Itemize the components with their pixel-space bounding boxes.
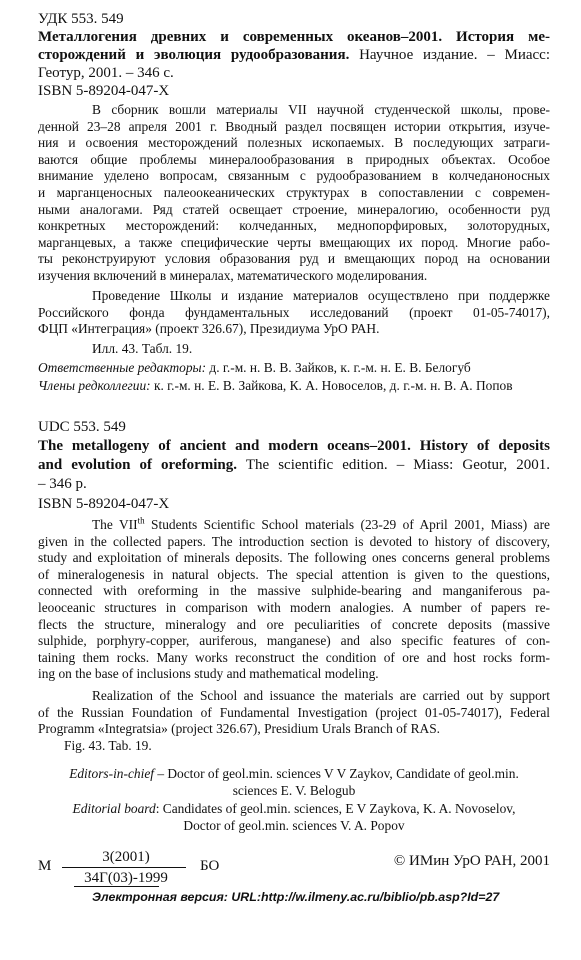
en-board-cont: Doctor of geol.min. sciences V. A. Popov (183, 818, 405, 833)
ru-title-rest: Научное издание. – Миасс: (349, 47, 550, 63)
en-support-line: Programm «Integratsia» (project 326.67), Presidium Urals Branch of RAS. (38, 721, 441, 737)
ru-support-line: Российского фонда фундаментальных исследований (проект 01-05-74017), (38, 304, 550, 320)
ru-title-line-1: Металлогения древних и современных океанов–2001. История ме- (38, 29, 550, 45)
en-figures: Fig. 43. Tab. 19. (64, 738, 152, 753)
en-abstract-line: taining them rocks. Many works reconstruct the condition of ore and host rocks form- (38, 649, 550, 665)
en-title-rest: The scientific edition. – Miass: Geotur, 2001. (237, 457, 550, 473)
en-board-label: Editorial board (72, 801, 156, 816)
ru-title-bold: сторождений и эволюция рудообразования. (38, 47, 350, 63)
ru-abstract-line: марганцевых, а также специфические черты вмещающих их пород. Многие рабо- (38, 234, 550, 250)
en-abstract-line: sulphide, porphyry-copper, auriferous, manganese) and also specific features of con- (38, 633, 550, 649)
imprint-m: М (38, 858, 52, 874)
ru-abstract-line: ты реконструируют условия образования руд и вмещающих пород на основании (38, 251, 550, 267)
imprint-bo: БО (200, 858, 220, 874)
en-abstract-superscript: th (137, 515, 145, 526)
en-abstract-line: leooceanic structures in comparison with modern analogies. A number of papers re- (38, 600, 550, 615)
ru-board-names: к. г.-м. н. Е. В. Зайкова, К. А. Новоселов, д. г.-м. н. В. А. Попов (150, 378, 513, 393)
ru-abstract-line: В сборник вошли материалы VII научной студенческой школы, прове- (92, 102, 550, 117)
electronic-version-note (92, 890, 499, 904)
en-udc: UDC 553. 549 (38, 419, 126, 435)
imprint-copyright: © ИМин УрО РАН, 2001 (393, 853, 550, 869)
ru-illustrations: Илл. 43. Табл. 19. (92, 341, 193, 356)
imprint-numerator: 3(2001) (102, 849, 150, 865)
ru-editorial-board (38, 378, 550, 395)
en-title-line-1: The metallogeny of ancient and modern oceans–2001. History of deposits (38, 438, 550, 454)
en-title-line-2 (38, 456, 550, 474)
ru-udc: УДК 553. 549 (38, 11, 124, 27)
en-editors-cont: sciences E. V. Belogub (232, 783, 356, 798)
ru-abstract-line: внимание уделено вопросам, связанным с рудообразованием в колчеданоносных (38, 168, 550, 184)
ru-abstract-line: ными аналогами. Ряд статей освещает строение, минералогию, особенности руд (38, 201, 550, 217)
en-abstract-line: of mineralogenesis in natural objects. The special attention is given to the questions, (38, 566, 550, 582)
electronic-version-label: Электронная версия: (92, 890, 228, 904)
ru-editors (38, 360, 550, 377)
en-abstract-line (38, 517, 550, 534)
en-abstract-rest: Students Scientific School materials (23-29 of April 2001, Miass) are (144, 517, 551, 532)
ru-abstract-line: ваются общие проблемы минералообразования в природных объектах. Особое (38, 151, 550, 167)
ru-abstract-line: конкретных месторождений: колчеданных, меднопорфировых, золоторудных, (38, 218, 550, 234)
en-editors-names: – Doctor of geol.min. sciences V V Zaykov, Candidate of geol.min. (153, 766, 519, 781)
en-editors (38, 766, 550, 783)
en-abstract-line: connected with oreforming in the massive sulphide-bearing and manganiferous pa- (38, 583, 550, 599)
ru-abstract-line: изучения включений в минералах, математического моделирования. (38, 268, 428, 283)
en-abstract-line: ing on the base of inclusions study and mathematical modeling. (38, 666, 379, 682)
ru-support-line: ФЦП «Интеграция» (проект 326.67), Президиума УрО РАН. (38, 321, 380, 337)
ru-board-label: Члены редколлегии: (38, 378, 151, 393)
imprint-fraction-line (62, 867, 186, 868)
en-support-line: of the Russian Foundation of Fundamental Investigation (project 01-05-74017), Federal (38, 704, 550, 720)
ru-title-line-2 (38, 46, 550, 64)
ru-abstract-line: ния и освоения месторождений полезных ископаемых. В последующих затраги- (38, 135, 550, 151)
imprint-underline (74, 886, 159, 887)
electronic-version-url[interactable]: URL:http://w.ilmeny.ac.ru/biblio/pb.asp?Id=27 (227, 890, 500, 904)
imprint-denominator: 34Г(03)-1999 (84, 870, 168, 886)
en-isbn: ISBN 5-89204-047-X (38, 496, 170, 512)
en-title-line-3: – 346 p. (38, 476, 87, 492)
en-editorial-board (38, 801, 550, 818)
en-abstract-line: study and exploitation of minerals deposits. The following ones concerns general problems (38, 550, 550, 566)
ru-abstract-line: денной 23–28 апреля 2001 г. Вводный раздел посвящен истории открытия, изуче- (38, 118, 550, 134)
ru-isbn: ISBN 5-89204-047-X (38, 83, 170, 99)
ru-abstract-line: и марганценосных палеоокеанических структурах в сопоставлении с современ- (38, 185, 550, 200)
en-abstract-line: flects the structure, mineralogy and ore peculiarities of concrete deposits (massive (38, 616, 550, 632)
en-abstract-start: The VII (92, 517, 138, 532)
en-abstract-line: given in the collected papers. The introduction section is devoted to history of discovery, (38, 533, 550, 549)
en-editors-label: Editors-in-chief (69, 766, 154, 781)
en-title-bold: and evolution of oreforming. (38, 457, 238, 473)
ru-editors-label: Ответственные редакторы: (38, 360, 207, 375)
ru-title-line-3: Геотур, 2001. – 346 с. (38, 65, 174, 81)
en-support-line: Realization of the School and issuance the materials are carried out by support (92, 688, 550, 703)
ru-support-line: Проведение Школы и издание материалов осуществлено при поддержке (92, 288, 550, 303)
en-board-names: : Candidates of geol.min. sciences, E V Zaykova, K. A. Novoselov, (155, 801, 516, 816)
ru-editors-names: д. г.-м. н. В. В. Зайков, к. г.-м. н. Е. В. Белогуб (206, 360, 471, 375)
